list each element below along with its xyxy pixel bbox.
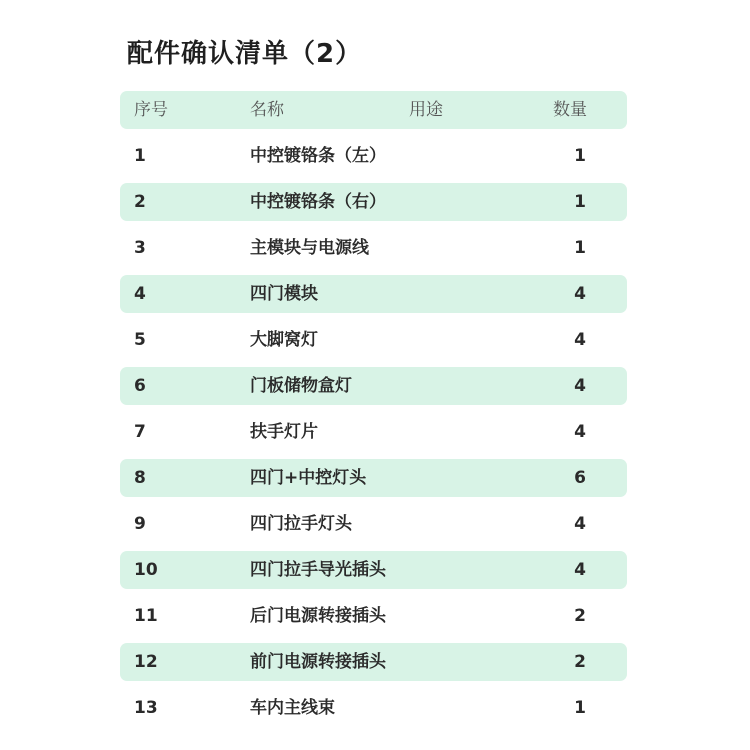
row-name: 中控镀铬条（左） xyxy=(250,146,386,166)
table-row xyxy=(120,597,627,635)
row-name: 大脚窝灯 xyxy=(250,330,318,350)
row-qty: 4 xyxy=(574,422,586,442)
row-seq: 1 xyxy=(134,146,146,166)
table-row xyxy=(120,505,627,543)
header-use: 用途 xyxy=(409,100,443,120)
row-seq: 13 xyxy=(134,698,158,718)
row-name: 四门模块 xyxy=(250,284,318,304)
row-seq: 3 xyxy=(134,238,146,258)
row-name: 前门电源转接插头 xyxy=(250,652,386,672)
row-qty: 4 xyxy=(574,330,586,350)
row-qty: 1 xyxy=(574,698,586,718)
row-qty: 2 xyxy=(574,652,586,672)
row-seq: 12 xyxy=(134,652,158,672)
page-title: 配件确认清单（2） xyxy=(127,39,363,69)
row-seq: 5 xyxy=(134,330,146,350)
row-name: 后门电源转接插头 xyxy=(250,606,386,626)
row-seq: 2 xyxy=(134,192,146,212)
table-row xyxy=(120,229,627,267)
table-row xyxy=(120,183,627,221)
row-qty: 4 xyxy=(574,560,586,580)
table-row xyxy=(120,275,627,313)
row-seq: 9 xyxy=(134,514,146,534)
row-seq: 10 xyxy=(134,560,158,580)
row-qty: 1 xyxy=(574,192,586,212)
table-row xyxy=(120,643,627,681)
row-qty: 1 xyxy=(574,146,586,166)
header-name: 名称 xyxy=(250,100,284,120)
header-qty: 数量 xyxy=(553,100,587,120)
row-name: 中控镀铬条（右） xyxy=(250,192,386,212)
row-seq: 11 xyxy=(134,606,158,626)
table-header-row xyxy=(120,91,627,129)
row-name: 四门拉手灯头 xyxy=(250,514,352,534)
row-seq: 6 xyxy=(134,376,146,396)
row-qty: 6 xyxy=(574,468,586,488)
table-row xyxy=(120,413,627,451)
parts-table xyxy=(120,91,627,735)
table-row xyxy=(120,137,627,175)
row-name: 四门拉手导光插头 xyxy=(250,560,386,580)
table-row xyxy=(120,367,627,405)
row-seq: 7 xyxy=(134,422,146,442)
header-seq: 序号 xyxy=(134,100,168,120)
row-seq: 4 xyxy=(134,284,146,304)
row-qty: 2 xyxy=(574,606,586,626)
row-name: 四门+中控灯头 xyxy=(250,468,367,488)
row-qty: 4 xyxy=(574,514,586,534)
row-name: 扶手灯片 xyxy=(250,422,318,442)
row-qty: 4 xyxy=(574,284,586,304)
table-row xyxy=(120,459,627,497)
row-seq: 8 xyxy=(134,468,146,488)
table-row xyxy=(120,321,627,359)
row-qty: 1 xyxy=(574,238,586,258)
table-row xyxy=(120,689,627,727)
row-name: 门板储物盒灯 xyxy=(250,376,352,396)
table-row xyxy=(120,551,627,589)
row-qty: 4 xyxy=(574,376,586,396)
row-name: 主模块与电源线 xyxy=(250,238,369,258)
row-name: 车内主线束 xyxy=(250,698,335,718)
